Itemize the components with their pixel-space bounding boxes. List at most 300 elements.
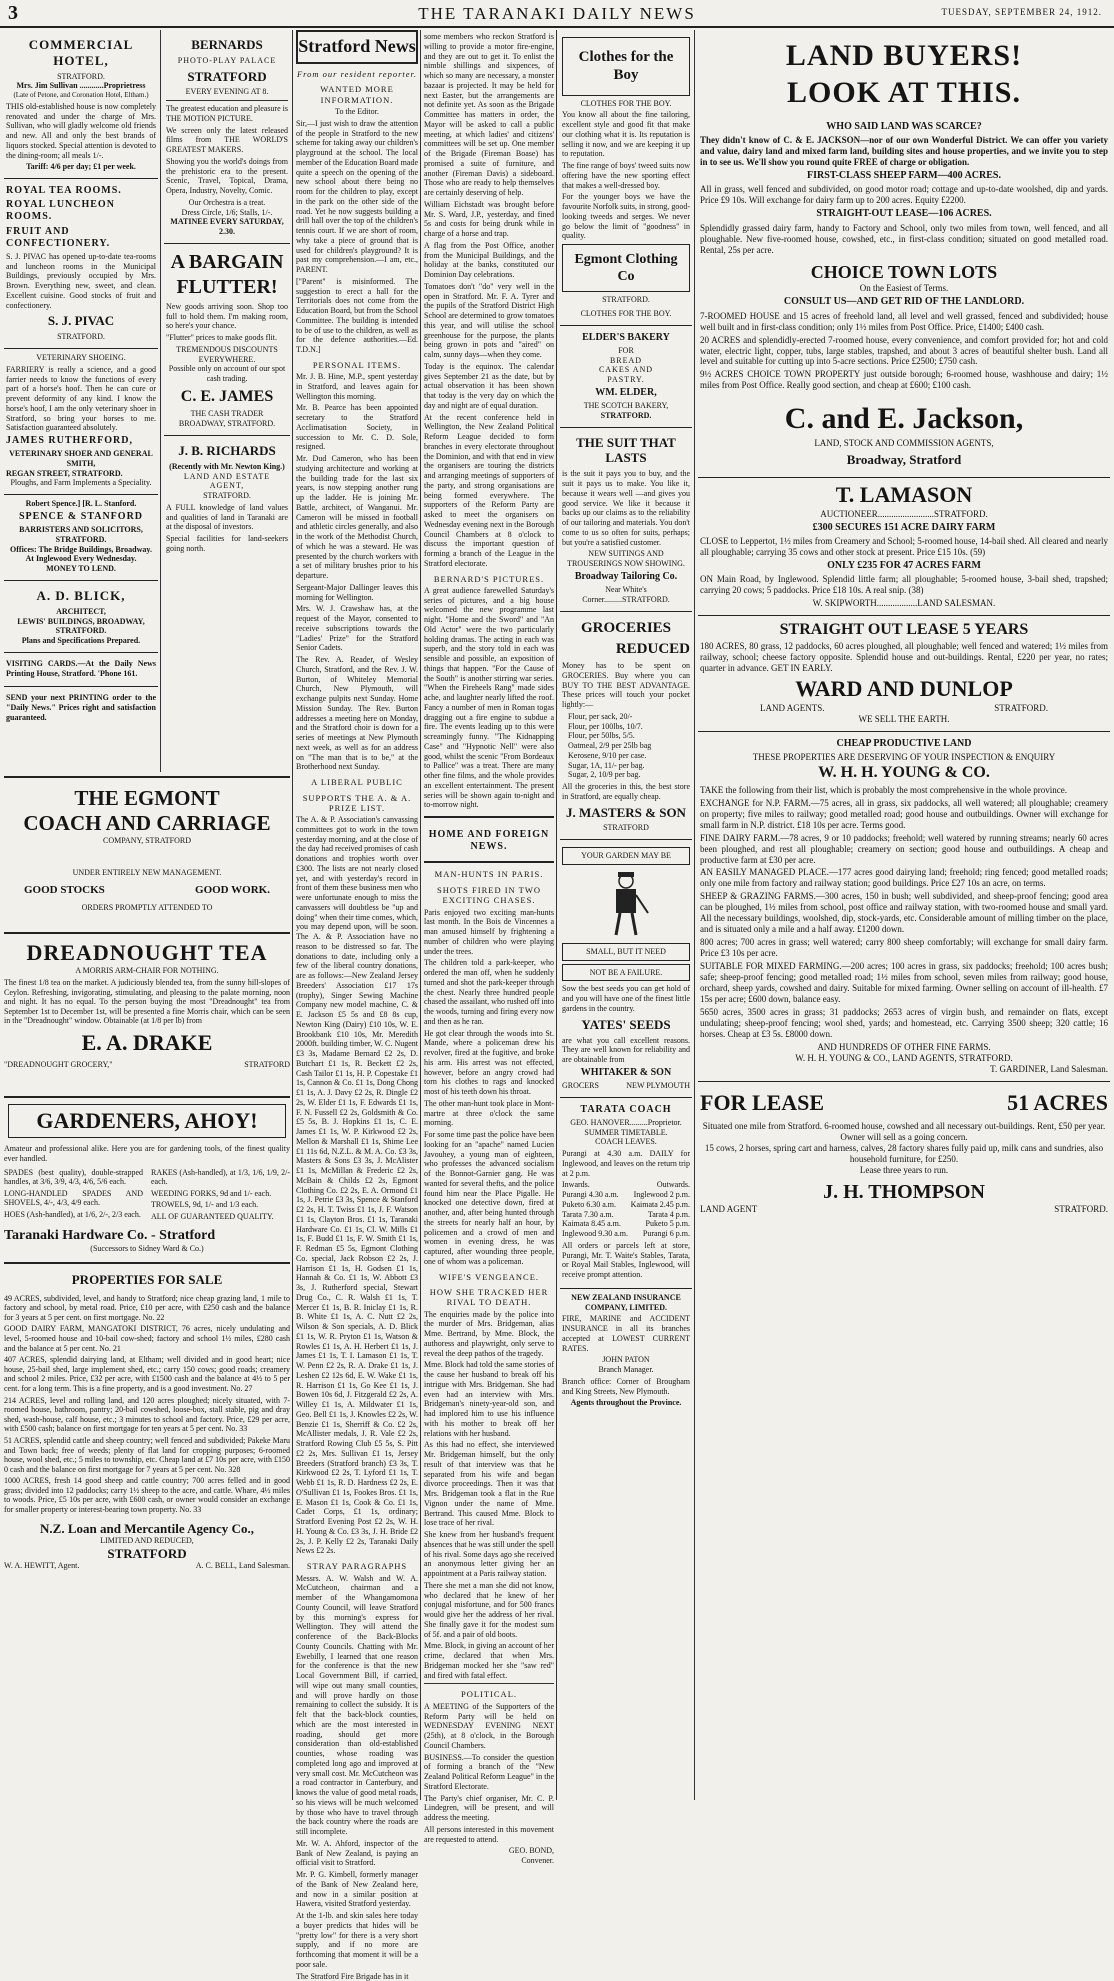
story-subheading: SHOTS FIRED IN TWO EXCITING CHASES. <box>436 884 542 906</box>
ad-heading: LAND BUYERS! <box>785 39 1023 72</box>
ad-town: STRATFORD <box>187 68 267 84</box>
ad-heading: A. D. BLICK, <box>36 587 126 603</box>
list-item: Sugar, 1A, 11/- per bag. <box>568 760 645 770</box>
ad-note: (Late of Petone, and Coronation Hotel, Eltham.) <box>13 91 149 100</box>
story-paragraph: She knew from her husband's frequent absences that he was still under the spell of his rival. Some days ago she received an anonymous letter giving her an appointment at a Paris railway station. <box>424 1530 554 1579</box>
ad-note: ORDERS PROMPTLY ATTENDED TO <box>81 902 213 912</box>
ad-body: is the suit it pays you to buy, and the suit it pays us to make. You like it, because it wears well —and gives you good service. We like it because it backs up our claims as to the reliability of our tailoring and materials. You don't come to us so often for suits, perhaps; but you're a satisfied customer. <box>562 469 690 547</box>
column-6 <box>698 30 1110 1800</box>
ad-line: ROYAL TEA ROOMS. <box>6 185 122 196</box>
ad-note: (Successors to Sidney Ward & Co.) <box>90 1244 204 1254</box>
ad-heading: TARATA COACH <box>580 1103 672 1115</box>
ad-heading: S. J. PIVAC <box>47 313 115 329</box>
ad-town: STRATFORD <box>603 823 649 833</box>
story-paragraph: Today is the equinox. The calendar gives September 21 as the date, but by actual observation it has been shown that today is the very day on which the day and night are of equal duration. <box>424 361 554 410</box>
listing-body: AN EASILY MANAGED PLACE.—177 acres good dairying land; freehold; ring fenced; good metalled roads; only one mile from factory and railway station; good buildings. Price £27 10s an acre, on terms. <box>700 867 1108 889</box>
ad-body: FARRIERY is really a science, and a good farrier needs to know the functions of every part of a horse's hoof. Then he can cure or prevent deformity of any kind. I know the horse's hoof, I am the only veterinary shoer in Stratford, so bring your horses to me. Satisfaction guaranteed absolutely. <box>6 364 156 433</box>
ad-heading: 51 ACRES <box>1007 1089 1108 1115</box>
story-paragraph: At the 1-lb. and skin sales here today a buyer predicts that hides will be "pretty low" for there is a very short supply, and if no more are forthcoming that moment it will be a poor sale. <box>296 1911 418 1969</box>
ad-prices: Dress Circle, 1/6; Stalls, 1/-. <box>181 207 273 217</box>
list-item: Sugar, 2, 10/9 per bag. <box>568 770 641 780</box>
section-title: Stratford News <box>296 30 418 64</box>
ad-name: C. and E. Jackson, <box>784 402 1024 436</box>
ad-body: The finest 1/8 tea on the market. A judiciously blended tea, from the sunny hill-slopes of Ceylon. Refreshing, invigorating, stimulating, and pleasing to the palate morning, noon and night. It has no equal. To the person buying the most "Dreadnought" tea from September 1st to December 1st, will be presented a fine Morris chair, which can be seen in the "Dreadnought" window. Obtainable (at 1/8 per lb) from <box>4 977 290 1026</box>
ad-town: STRATFORD. <box>600 410 652 420</box>
story-paragraph: The other man-hunt took place in Mont-martre at three o'clock the same morning. <box>424 1098 554 1128</box>
ad-role: THE CASH TRADER <box>190 409 264 419</box>
ad-body: Owner will sell as a going concern. <box>840 1131 968 1142</box>
list-item: LONG-HANDLED SPADES AND SHOVELS, 4/-, 4/3, 4/9 each. <box>4 1188 143 1208</box>
ad-town: STRATFORD. <box>203 491 251 501</box>
story-paragraph: Mr. W. A. Ahford, inspector of the Bank of New Zealand, is paying an official visit to Stratford. <box>296 1838 418 1868</box>
ad-role: BARRISTERS AND SOLICITORS, STRATFORD. <box>19 525 143 544</box>
ad-slogan: WE SELL THE EARTH. <box>858 714 950 725</box>
story-paragraph: Sergeant-Major Dallinger leaves this morning for Wellington. <box>296 582 418 602</box>
story-heading: MAN-HUNTS IN PARIS. <box>434 869 544 880</box>
ad-line: SMALL, BUT IT NEED <box>562 943 690 961</box>
ad-body: Sow the best seeds you can get hold of and you will have one of the finest little gardens in the country. <box>562 984 690 1013</box>
ad-subheading: COACH LEAVES. <box>595 1137 657 1147</box>
timetable-row <box>562 1190 690 1200</box>
ad-name: JOHN PATON <box>602 1355 650 1365</box>
yates-seeds-ad <box>560 840 692 1098</box>
ad-body: New goods arriving soon. Shop too full to hold them. I'm making room, so here's your chance. <box>166 301 288 331</box>
ad-body: 15 cows, 2 horses, spring cart and harness, calves, 28 factory shares fully paid up, milk cans and sundries, also household furniture, for £250. <box>704 1142 1104 1164</box>
cell: Kaimata 8.45 a.m. <box>562 1219 621 1229</box>
story-paragraph: A flag from the Post Office, another from the Municipal Buildings, and the holiday at the banks, constituted our Dominion Day celebrations. <box>424 240 554 279</box>
ad-town: STRATFORD. <box>57 71 105 81</box>
cell: Purangi 6 p.m. <box>642 1229 690 1239</box>
column-rule <box>160 30 161 772</box>
cell: Inglewood 2 p.m. <box>633 1190 690 1200</box>
story-heading: BERNARD'S PICTURES. <box>433 573 545 584</box>
listing-heading: FIRST-CLASS SHEEP FARM—400 ACRES. <box>807 170 1001 182</box>
egmont-coach-details <box>4 868 290 930</box>
ad-heading: STRAIGHT OUT LEASE 5 YEARS <box>779 620 1029 638</box>
ad-role: VETERINARY SHOER AND GENERAL SMITH, <box>9 449 153 468</box>
story-paragraph: BUSINESS.—To consider the question of forming a branch of the "New Zealand Political Reform League" in the Stratford Electorate. <box>424 1752 554 1791</box>
ad-heading: NEW ZEALAND INSURANCE COMPANY, LIMITED. <box>571 1292 681 1312</box>
ad-heading: REDUCED <box>615 640 690 657</box>
story-heading: POLITICAL. <box>460 1689 518 1700</box>
tarata-coach-ad <box>560 1098 692 1289</box>
story-subheading: SUPPORTS THE A. & A. PRIZE LIST. <box>302 792 412 813</box>
ad-partners: Robert Spence.] [R. L. Stanford. <box>25 499 137 509</box>
ad-body: Amateur and professional alike. Here you are for gardening tools, of the finest quality ever handled. <box>4 1144 290 1163</box>
column-rule <box>694 30 695 1800</box>
ad-heading: CHOICE TOWN LOTS <box>810 261 998 282</box>
ad-heading: ELDER'S BAKERY <box>582 331 670 343</box>
ad-name: JAMES RUTHERFORD, <box>6 435 134 447</box>
story-paragraph: Mrs. W. J. Crawshaw has, at the request of the Mayor, consented to receive subscriptions towards the "Ladies' Prize" for the Stratford Senior Cadets. <box>296 604 418 653</box>
listing-body: ON Main Road, by Inglewood. Splendid little farm; all ploughable; 5-roomed house, 3-bail shed, trapshed; carrying 20 cows; 5 paddocks. Price £18 10s. A real snip. (38) <box>700 573 1108 595</box>
list-item: HOES (Ash-handled), at 1/6, 2/-, 2/3 each. <box>4 1209 141 1219</box>
cell: Inglewood 9.30 a.m. <box>562 1229 628 1239</box>
listing-body: 7-ROOMED HOUSE and 15 acres of freehold land, all level and well grassed, fenced and subdivided; house well built and in first-class condition; only 1½ miles from Post Office. Price, £1400; £400 cash. <box>700 310 1108 332</box>
gardener-illustration-icon <box>596 869 656 939</box>
listing-body: 800 acres; 700 acres in grass; well watered; carry 800 sheep comfortably; will exchange for small dairy farm. Price £3 10s per acre. <box>700 937 1108 959</box>
ad-lists <box>4 1166 290 1224</box>
story-paragraph: As this had no effect, she interviewed Mr. Bridgeman himself, but the only result of that interview was that he separated from his wife and began divorce proceedings. Then it was that Mrs. Bridgeman took a flat in the Rue Vignon under the name of Mme. Bertrand. This caused Mme. Block to lose trace of her rival. <box>424 1440 554 1528</box>
properties-for-sale-ad <box>4 1262 290 1802</box>
ad-body: For the younger boys we have the favourite Norfolk suits, in strong, good-looking tweeds and serges. We never go below the limit of "goodness" in quality. <box>562 192 690 241</box>
ad-body: All orders or parcels left at store, Purangi, Mr. T. Waite's Stables, Tarata, or Royal Mail Stables, Inglewood, will receive prompt attention. <box>562 1240 690 1280</box>
ad-town: NEW PLYMOUTH <box>626 1081 690 1091</box>
printing-ad <box>4 687 158 730</box>
list-item: 214 ACRES, level and rolling land, and 120 acres ploughed; nicely situated, with 7-roomed house, bathroom, pantry; 20-bail cowshed, loose-box, stall stable, pig and dray shed, wash-house, calf house, etc.; 3 minutes to school and factory. Price, £29 per acre, with £500 cash; balance on first mortgage for ten years at 5 per cent. No. 33 <box>4 1395 290 1434</box>
ad-heading: GARDENERS, AHOY! <box>8 1104 286 1138</box>
ad-note: UNDER ENTIRELY NEW MANAGEMENT. <box>72 868 222 877</box>
signature: GEO. BOND, <box>508 1846 554 1856</box>
ad-name: C. E. JAMES <box>180 387 274 405</box>
timetable-col: Outwards. <box>656 1180 690 1190</box>
ad-subheading: THESE PROPERTIES ARE DESERVING OF YOUR INSPECTION & ENQUIRY <box>752 752 1056 763</box>
ad-shop: "DREADNOUGHT GROCERY," <box>4 1060 113 1070</box>
story-paragraph: The enquiries made by the police into the murder of Mrs. Bridgeman, alias Mme. Bertrand, by Mme. Block, the authoress and playwright, only serve to reveal the deep pathos of the tragedy. <box>424 1309 554 1358</box>
story-paragraph: The Stratford Fire Brigade has in it <box>296 1971 409 1981</box>
column-3 <box>296 30 418 1981</box>
ad-line: FOR <box>618 345 634 355</box>
list-item: 51 ACRES, splendid cattle and sheep country; well fenced and subdivided; Pakeke Maru and Town back; free of weeds; plenty of flat land for cropping purposes; 6-roomed house, wool shed, etc.; 5 miles to township, etc. Cheap land at £7 10s per acre, with £150 0 cash and the balance on first mortgage for 7 years at 5 per cent. No. 328 <box>4 1435 290 1474</box>
column-1 <box>4 30 158 772</box>
ad-name: W. H. H. YOUNG & CO. <box>818 764 990 782</box>
ad-address: Near White's Corner.........STRATFORD. <box>582 585 670 604</box>
ad-line: PASTRY. <box>607 375 645 385</box>
ad-name: Egmont Clothing Co <box>562 244 690 292</box>
story-paragraph: He got clear through the woods into St. Mande, where a policeman drew his revolver, fired at the fugitive, and broke his arm. His arrest was not effected, however, before an angry crowd had torn his clothes to rags and knocked most of his teeth down his throat. <box>424 1028 554 1097</box>
story-paragraph: There she met a man she did not know, who declared that he knew of her conjugal misfortune, and for 500 francs would give her the address of her rival. She finally gave it for the modest sum of 5f. and a pair of old boots. <box>424 1580 554 1639</box>
timetable-col: Inwards. <box>562 1180 590 1190</box>
ad-heading: VETERINARY SHOEING. <box>36 353 126 363</box>
story-paragraph: Mme. Block had told the same stories of the cause her husband to break off his intrigue with Mrs. Bridgeman. She had even had an interview with Mrs. Bridgeman's ninety-year-old son, and had implored him to use his influence with his mother to break off her relations with her husband. <box>424 1360 554 1438</box>
ad-line: CAKES AND <box>598 365 654 375</box>
rule <box>166 100 288 101</box>
ad-subheading: On the Easiest of Terms. <box>859 283 949 294</box>
story-paragraph: The children told a park-keeper, who ordered the man off, when he suddenly turned and shot the park-keeper through the chest. Nearly three hundred people chased the assailant, who rushed off into the woods, turning and firing every now and then as he ran. <box>424 958 554 1026</box>
listing-body: 20 ACRES and splendidly-erected 7-roomed house, every convenience, and comfort provided for; hot and cold water, electric light, copper, tubs, large stables, trapshed, and about 3 acres of beautiful shelter bush. Land all level and suitable for cutting up into 5-acre sections. Price £2500; £750 cash. <box>700 334 1108 367</box>
ad-body: THIS old-established house is now completely renovated and under the charge of Mrs. Sullivan, who will gladly welcome old friends and new. All and only the best brands of liquors stocked. Special attention is devoted to the dining-room; all meals 1/-. <box>6 101 156 160</box>
ad-heading: THE SUIT THAT LASTS <box>576 434 676 466</box>
visiting-cards-ad <box>4 653 158 688</box>
ad-salesman: A. C. BELL, Land Salesman. <box>195 1561 290 1571</box>
ad-address: BROADWAY, STRATFORD. <box>178 419 276 429</box>
egmont-coach-ad <box>4 776 290 870</box>
listing-body: Splendidly grassed dairy farm, handy to Factory and School, only two miles from town, well fenced, and all ploughable. New five-roomed house, cowshed, etc., in first-class condition; situated on good metalled road. Rental, 25s per acre. <box>700 222 1108 255</box>
ad-name: WM. ELDER, <box>595 386 657 398</box>
thompson-lease-ad <box>698 1082 1110 1221</box>
newspaper-title: THE TARANAKI DAILY NEWS <box>418 4 696 23</box>
ad-body: VISITING CARDS.—At the Daily News Printing House, Stratford. 'Phone 161. <box>6 658 156 678</box>
ad-town: STRATFORD. <box>57 332 105 342</box>
story-paragraph: The Rev. A. Reader, of Wesley Church, Stratford, and the Rev. J. W. Burton, of Whiteley Memorial Church, New Plymouth, will exchange pulpits next Sunday. Home Mission Sunday. The Rev. Burton addresses a meeting here on Monday, and the Stratford choir is down for a series of meetings at New Plymouth next week, as well as for an address on "The man that is to be," at the Brotherhood next Sunday. <box>296 655 418 772</box>
ad-heading: Clothes for the Boy <box>562 37 690 96</box>
ad-line: NOT BE A FAILURE. <box>562 964 690 982</box>
story-paragraph: Mme. Block, in giving an account of her crime, declared that when Mrs. Bridgeman mocked her she "saw red" and fired with fatal effect. <box>424 1641 554 1680</box>
ad-heading: FLUTTER! <box>176 275 278 298</box>
ad-note: Agents throughout the Province. <box>570 1398 682 1408</box>
ad-name: WARD AND DUNLOP <box>795 676 1013 702</box>
ad-address: REGAN STREET, STRATFORD. <box>6 468 123 478</box>
ad-town: STRATFORD <box>244 1060 290 1070</box>
ad-body: Possible only on account of our spot cash trading. <box>168 364 286 384</box>
byline: From our resident reporter. <box>296 68 418 79</box>
dreadnought-tea-ad <box>4 932 290 1094</box>
ad-body: Lease three years to run. <box>859 1164 949 1175</box>
ad-note: LIMITED AND REDUCED, <box>100 1536 194 1546</box>
ad-note: CONSULT US—AND GET RID OF THE LANDLORD. <box>783 296 1025 308</box>
story-paragraph: At the recent conference held in Wellington, the New Zealand Political Reform League decided to form branches in every electorate throughout the Dominion, and with that end in view the organisers are touring the districts and arranging meetings of supporters of the party, and strong organisations are being formed everywhere. The supporters of the Reform Party are asked to meet the organisers on Wednesday evening next in the Borough Council Chambers at 8 o'clock to discuss the important question of forming a branch of the League in the Stratford electorate. <box>424 412 554 568</box>
ad-row <box>4 1060 290 1070</box>
ad-line: BREAD <box>609 355 643 365</box>
timetable-row <box>562 1219 690 1229</box>
ad-heading: GROCERIES <box>580 619 672 636</box>
ad-row <box>562 1081 690 1091</box>
cell: Kaimata 2.45 p.m. <box>630 1199 690 1209</box>
story-paragraph: To the Editor. <box>335 107 379 117</box>
ad-role: GROCERS <box>562 1081 599 1091</box>
ad-note: Plans and Specifications Prepared. <box>21 636 141 646</box>
ad-proprietor: Mrs. Jim Sullivan ............Proprietress <box>16 81 146 91</box>
ad-heading: DREADNOUGHT TEA <box>26 940 268 965</box>
ad-note: MATINEE EVERY SATURDAY, 2.30. <box>170 217 284 237</box>
ad-question: WHO SAID LAND WAS SCARCE? <box>826 121 982 133</box>
ad-heading: BERNARDS <box>191 37 263 52</box>
james-ad <box>164 244 290 436</box>
ad-body: SEND your next PRINTING order to the "Daily News." Prices right and satisfaction guaranteed. <box>6 693 156 722</box>
ad-heading-row <box>700 1090 1108 1117</box>
listing-body: SHEEP & GRAZING FARMS.—300 acres, 150 in bush; well subdivided, and sheep-proof fencing; good area can be ploughed, 1½ miles from school, post office and railway station, with two-roomed house and small yard. All the necessary buildings, woolshed, dip, stock-yards, etc. Considerable amount of milling timber on the place, and is situated only a mile and a half away. £1200 down. <box>700 891 1108 935</box>
ad-role: AUCTIONEER.........................STRATFORD. <box>820 508 988 519</box>
ad-name: T. LAMASON <box>835 481 973 507</box>
ad-agent: W. A. HEWITT, Agent. <box>4 1561 80 1571</box>
story-paragraph: The A. & P. Association's canvassing committees got to work in the town yesterday morning, and at the close of the day had received promises of cash donations and trophies worth over £300. The lists are not nearly closed yet, and with yesterday's record in front of them these business men who were unfortunate enough to miss the canvassers will doubtless be "up and doing" when their time comes, which, you may depend upon, will be soon. The A. & P. Association have no reason to be distressed so far. The donations to date, including only a few of the liberal country donations, are as follows:—New Zealand Jersey Breeders' Association £17 17s (trophy), Singer Sewing Machine Company new model machine, C. & E. Jackson £5 5s and £8 8s cup, Newton King (Dairy) £10 10s, W. E. Brookbank £10 10s, Mr. Meredith 2000ft. building timber, W. C. Nugent £3 3s, Madame Bernard £2 2s, D. Butchart £1 1s, R. Beckett £2 2s, Cash Tailor £1 1s, H. P. Copestake £1 1s, Cannon & Co. £1 1s, Dong Chong £1 1s, A. J. Davy £2 2s, R. Dingle £2 2s, W. Elder £1 1s, F. Edwards £1 1s, F. N. Fussell £2 2s, Goldsmith & Co. £5 5s, B. J. Hopkins £1 1s, C. E. James £1 1s, W. P. Kirkwood £2 2s, Mellon & Marshall £1 1s, Shime Lee £1 11s 6d, N.Z.L. & M. A. Co. £3 3s, Masters & Sons £3 3s, J. McAlister £1 1s, McMillan & Frederic £2 2s, McBain & Childs £2 2s, Egmont Clothing Co. £2 2s, E. A. Ormond £1 1s, J. Petrie £3 3s, Spence & Stanford £2 2s, H. T. Twiss £1 1s, J. F. Watson £1 1s, Clayton Bros. £1 1s, Taranaki Hardware Co. £1 1s, Cl. W. Mills £1 1s, F. Budd £1 1s, F. W. Smith £1 1s, F. Redman £5 5s, Egmont Clothing Co. special, Jack Robson £2 2s, J. Harrison £1 1s, H. Godsen £1 1s, Hannah & Co. £1 1s, W. Abbott £3 3s, J. Rutherford special, Stewart Drug Co., C. R. Walsh £1 1s, T. Mercer £1 1s, B. R. Iniclay £1 1s, R. B. White £1 1s, A. C. Nutt £2 2s, Wilson & Son specials, A. D. Blick £1 1s, W. R. Pryton £1 1s, Watson & Rowles £1 1s, A. H. Herbert £1 1s, J. James £1 1s, T. I. Lamason £1 1s, T. W. Penn £2 2s, R. A. Drake £1 1s, J. Leshen £2 12s 6d, E. W. Wake £1 1s, R. Harrison £1 1s, Go Kee £1 1s, J. Bowen 10s 6d, J. Fitzgerald £2 2s, A. Willey £1 1s, A. Mildwater £1 1s, Geo. Bell £1 1s, J. Knowles £2 2s, W. Benzie £1 1s, Sherriff & Co. £2 2s, McAllister medals, J. R. Vale £2 2s, Stratford Rowing Club £5 5s, S. Pitt £2 2s, Mrs. Sullivan £1 1s, Jersey Breeders (Stratford branch) £3 3s, T. Kirkwood £2 2s, T. Lyford £1 1s, T. Webb £1 1s, R. D. Hardness £2 2s, E. O'Sullivan £1 1s, Fookes Bros. £1 1s, E. Mason £1 1s, Cook & Co. £1 1s, Cadet Corps, £1 1s, ordinary; Stratford Evening Post £2 2s, W. H. H. Young & Co. £3 3s, J. H. Bride £2 2s, J. P. Kelly £2 2s, Taranaki Daily News £2 2s. <box>296 815 418 1556</box>
list-right <box>151 1166 290 1224</box>
ad-proprietor: GEO. HANOVER.........Proprietor. <box>570 1117 682 1127</box>
list-item: ALL OF GUARANTEED QUALITY. <box>151 1211 274 1221</box>
ad-body: You know all about the fine tailoring, excellent style and good fit that make our clothing what it is. Its reputation is selling it now, and we are keeping it up to reputation. <box>562 110 690 159</box>
story-paragraph: ["Parent" is misinformed. The suggestion to erect a hall for the Territorials does not come from the Education Board, but from the School Committee. The building is intended to be of use to the children, as well as for the defence authorities.—Ed. T.D.N.] <box>296 276 418 355</box>
ad-heading: A BARGAIN <box>170 250 284 273</box>
ad-body: Our Orchestra is a treat. <box>188 197 266 207</box>
column-rule <box>292 30 293 1800</box>
ad-body: The fine range of boys' tweed suits now offering have the new sporting effect that makes a well-dressed boy. <box>562 161 690 190</box>
ad-name: WHITAKER & SON <box>580 1066 672 1078</box>
column-rule <box>556 30 557 1800</box>
ad-body: S. J. PIVAC has opened up-to-date tea-rooms and luncheon rooms in the Municipal Buildings, previously occupied by Mrs. Brown. Everything new, sweet, and clean. Excellent cuisine. Good stocks of fruit and confectionery. <box>6 251 156 310</box>
broadway-tailoring-ad <box>560 428 692 612</box>
story-paragraph: Messrs. A. W. Walsh and W. A. McCutcheon, chairman and a member of the Whangamomona County Council, will leave Stratford by this morning's express for Wellington. They will attend the conference of the Back-Blocks County Councils. Chatting with Mr. Ewebilly, I learned that one reason for the conference is that the new Local Government Bill, if carried, will wipe out many small counties, and will prove hardly on those remaining to collect the subsidy. It is felt that the back-block counties, which are the most interested in roading, should get more consideration than old-established counties, whose roading was completed long ago and improved at very small cost. Mr. McCutcheon was a road contractor in Canterbury, and knows the value of good metal roads, so his views will be much welcomed by those who have to travel through the back country where the roads are still incomplete. <box>296 1573 418 1837</box>
cell: Tarata 4 p.m. <box>647 1209 690 1219</box>
ad-agents: W. H. H. YOUNG & CO., LAND AGENTS, STRATFORD. <box>795 1052 1013 1063</box>
blick-ad <box>4 581 158 653</box>
ad-salesman: T. GARDINER, Land Salesman. <box>990 1063 1108 1074</box>
listing-body: SUITABLE FOR MIXED FARMING.—200 acres; 100 acres in grass, six paddocks; freehold; 100 acres bush; safe; sheep-proof fencing; good metalled road; 1½ miles from school, seven miles from railway; good house, orchard, sheep yards, cowshed and dairy. Suitable for mixed farming. Owner selling on account of ill-health. £7 15s per acre; £600 down, balance easy. <box>700 961 1108 1005</box>
lamason-ad <box>698 478 1110 616</box>
listing-body: FINE DAIRY FARM.—78 acres, 9 or 10 paddocks; freehold; well watered by running streams; nearly 60 acres been ploughed, and rest all ploughable; creamery on section; good house and outbuildings. A cheap and productive farm at £30 per acre. <box>700 832 1108 865</box>
bernards-ad <box>164 30 290 244</box>
ad-role: LAND AGENT <box>700 1203 758 1214</box>
ad-line: YOUR GARDEN MAY BE <box>562 847 690 865</box>
listing-body: TAKE the following from their list, which is probably the most comprehensive in the whole province. <box>700 784 1067 795</box>
listing-heading: £300 SECURES 151 ACRE DAIRY FARM <box>812 521 996 533</box>
story-paragraph: For some time past the police have been looking for an "apache" named Lucien Javouhey, a young man of eighteen, who professes the advanced socialism of the Bonnot-Garnier gang. He was wanted for several thefts, and the police found him near the Place Pigalle. He knocked one detective down, fired at another, and, after being hunted through the streets for nearly half an hour, by policemen and a crowd of men and women in evening dress, he was captured, after wounding three people, one of whom was a policeman. <box>424 1130 554 1266</box>
page-number: 3 <box>8 2 18 24</box>
cell: Tarata 7.30 a.m. <box>562 1209 614 1219</box>
cell: Purangi 4.30 a.m. <box>562 1190 619 1200</box>
ad-company: COMPANY, STRATFORD <box>102 836 192 846</box>
timetable-header <box>562 1180 690 1190</box>
column-rule <box>420 30 421 1800</box>
ad-heading: YATES' SEEDS <box>581 1016 671 1032</box>
ad-offices: Offices: The Bridge Buildings, Broadway. <box>10 544 152 554</box>
ad-name: Taranaki Hardware Co. - Stratford <box>4 1227 216 1243</box>
list-item: Kerosene, 9/10 per case. <box>568 750 647 760</box>
ad-heading: LOOK AT THIS. <box>787 75 1021 109</box>
ad-heading: PROPERTIES FOR SALE <box>71 1272 223 1287</box>
story-paragraph: some members who reckon Stratford is willing to provide a motor fire-engine, and they are out to get it. To enlist the nimble shillings and sixpences, of which so many are necessary, a monster bazaar is projected. It may be held for next Easter, but the arrangements are not definite yet. As soon as the Brigade Committee has matters in order, the Mayor will be asked to call a public meeting, at which ladies' and citizens' committees will be set up. One member of the Brigade (Fireman Boase) has promised a suite of furniture, and another (Fireman Davis) a sideboard. Those who are ready to help themselves are certainly deserving of help. <box>424 32 554 197</box>
farrier-ad <box>4 349 158 495</box>
ad-body: Money has to be spent on GROCERIES. Buy where you can BUY TO THE BEST ADVANTAGE. These prices will touch your pocket lightly:— <box>562 661 690 710</box>
story-paragraph: Sir,—I just wish to draw the attention of the people in Stratford to the new scheme for taking away our children's playground at the school. The local member of the Education Board made quite a speech on the opening of the new school about there being no room for the children to play, except in the park on the other side of the road. Yet he now suggests building a drill hall over the top of the children's tennis court. If we are short of room, why take a piece of ground that is used for children's playground? It is past my comprehension.—I am, etc., PARENT. <box>296 118 418 275</box>
list-item: 407 ACRES, splendid dairying land, at Eltham; well divided and in good heart; nice house, 25-bail shed, large implement shed, etc.; carry 150 cows; good roads; creamery and school 2 miles. Price, £32 per acre, with £1500 cash and the balance at 4½ to 5 per cent. for a long term. This is a fine property, and is a good investment. No. 27 <box>4 1355 290 1393</box>
ad-subheading: A MORRIS ARM-CHAIR FOR NOTHING. <box>75 966 219 976</box>
ad-note: MONEY TO LEND. <box>46 564 116 574</box>
timetable-row <box>562 1210 690 1220</box>
ad-role: LAND AND ESTATE AGENT, <box>183 471 271 491</box>
ad-body: 180 ACRES, 80 grass, 12 paddocks, 60 acres ploughed, all ploughable; well fenced and watered; 1½ miles from railway, school; cheese factory opposite. Splendid house and out-buildings. Rental, £220 per year, no rates; quarter in advance. GET IN EARLY. <box>700 641 1108 674</box>
listing-body: 5650 acres, 3500 acres in grass; 31 paddocks; 2653 acres of virgin bush, and remainder on flats, except undulating; sheep-proof fencing; wool shed, yards; and homestead, etc. Carrying 3500 sheep; 320 cattle; 16 horses. Cheap at £3 5s. £8000 down. <box>700 1007 1108 1040</box>
ad-heading: FOR LEASE <box>700 1089 825 1115</box>
story-subheading: HOW SHE TRACKED HER RIVAL TO DEATH. <box>429 1286 549 1308</box>
gardeners-ad <box>4 1096 290 1260</box>
story-heading: WIFE'S VENGEANCE. <box>438 1271 540 1282</box>
column-2 <box>164 30 290 772</box>
ad-heading: SPENCE & STANFORD <box>18 510 144 522</box>
list-item: 1000 ACRES, fresh 14 good sheep and cattle country; 700 acres felled and in good grass; divided into 12 paddocks; carry 1½ sheep to the acre, and cattle. Whare, 4½ miles to woods. Price, £5 10s per acre, with £600 cash, or owner would consider an exchange for smaller property or interest-bearing town property. No. 33 <box>4 1476 290 1515</box>
story-paragraph: Mr. Dud Cameron, who has been studying architecture and working at the building trade for the last six years, is now stepping another rung up the ladder. He is joining Mr. Battle, architect, of Wanganui. Mr. Cameron will be missed in football and athletic circles generally, and also in the work of the Methodist Church, of which he was a steward. He was presented by the church workers with a set of military brushes prior to his departure. <box>296 454 418 581</box>
ad-agent: W. SKIPWORTH..................LAND SALESMAN. <box>812 597 996 608</box>
pivac-ad <box>4 179 158 349</box>
list-item: Flour, per sack, 20/- <box>568 711 633 721</box>
young-co-ad <box>698 732 1110 1082</box>
ad-body: Purangi at 4.30 a.m. DAILY for Inglewood, and leaves on the return trip at 2 p.m. <box>562 1149 690 1178</box>
ad-name: J. MASTERS & SON <box>566 804 686 820</box>
ad-body: "Flutter" prices to make goods flit. <box>166 333 277 343</box>
ad-name: N.Z. Loan and Mercantile Agency Co., <box>40 1520 254 1536</box>
ad-subheading: CLOTHES FOR THE BOY. <box>580 98 672 108</box>
story-paragraph: A MEETING of the Supporters of the Reform Party will be held on WEDNESDAY EVENING NEXT (25th), at 8 o'clock, in the Borough Council Chambers. <box>424 1701 554 1750</box>
ad-note: (Recently with Mr. Newton King.) <box>169 461 285 471</box>
ad-line: FRUIT AND CONFECTIONERY. <box>6 225 111 249</box>
signature-role: Convener. <box>521 1856 554 1865</box>
ad-role: ARCHITECT, <box>56 606 106 616</box>
ad-role: THE SCOTCH BAKERY, <box>583 401 669 411</box>
cell: Puketo 6.30 a.m. <box>562 1199 616 1209</box>
ad-address: LEWIS' BUILDINGS, BROADWAY, STRATFORD. <box>17 616 145 636</box>
nz-insurance-ad <box>560 1289 692 1414</box>
ad-name: J. H. THOMPSON <box>823 1180 985 1203</box>
story-heading: A LIBERAL PUBLIC <box>311 777 403 788</box>
timetable-row <box>562 1229 690 1239</box>
list-item: Oatmeal, 2/9 per 25lb bag <box>568 741 652 751</box>
masthead <box>0 0 1114 28</box>
list-item: GOOD DAIRY FARM, MANGATOKI DISTRICT, 76 acres, nicely undulating and level, 5-roomed house and 10-bail cow-shed; factory and school 1½ miles, £280 cash and the balance at 5 per cent. No. 21 <box>4 1324 290 1353</box>
story-paragraph: Mr. J. B. Hine, M.P., spent yesterday in Stratford, and leaves again for Wellington this morning. <box>296 372 418 401</box>
ad-body: Showing you the world's doings from the prehistoric era to the present. Scenic, Travel, Topical, Drama, Opera, Industry, Novelty, Comic. <box>166 156 288 196</box>
richards-ad <box>164 436 290 562</box>
story-paragraph: A great audience farewelled Saturday's series of pictures, and a big house welcomed the new programme last night. "Home and the Sword" and "An Old Actor" were the two particularly holding dramas. The acting in each was superb, and the story told in each was sensible and possible, an exposition of things that happen. "For the Cause of the South" is another stirring war series. "When the Fireheels Rang" made sides ache, and laughter nearly lifted the roof. Fancy a number of men in Roman togas dragging out a fire engine to subdue a fire. The events leading up to this were screamingly funny. "The Kidnapping Case" and "Hypnotic Nell" were also good, whilst the scenic "From Bordeaux to Pallice" was a treat. There are many other fine films, and the whole provides an excellent entertainment. The present series will be shown again to-night and to-morrow night. <box>424 585 554 810</box>
story-paragraph: William Eichstadt was brought before Mr. S. Ward, J.P., yesterday, and fined 5s and costs for being drunk while in charge of a horse and trap. <box>424 199 554 238</box>
ad-role: Branch Manager. <box>598 1365 654 1375</box>
ad-role: LAND AGENTS. <box>760 703 825 714</box>
ad-heading: CHEAP PRODUCTIVE LAND <box>836 738 972 750</box>
listing-body: AND HUNDREDS OF OTHER FINE FARMS. <box>817 1042 991 1052</box>
spence-stanford-ad <box>4 495 158 581</box>
ad-body: Special facilities for land-seekers going north. <box>166 534 288 553</box>
list-item: WEEDING FORKS, 9d and 1/- each. <box>151 1188 272 1198</box>
ad-note: At Inglewood Every Wednesday. <box>25 554 137 564</box>
list-item: RAKES (Ash-handled), at 1/3, 1/6, 1/9, 2/- each. <box>151 1167 290 1187</box>
ad-body: FIRE, MARINE and ACCIDENT INSURANCE in all its branches accepted at LOWEST CURRENT RATES. <box>562 1314 690 1353</box>
list-item: SPADES (best quality), double-strapped handles, at 3/6, 3/9, 4/3, 4/6, 5/6 each. <box>4 1167 143 1187</box>
listing-heading: STRAIGHT-OUT LEASE—106 ACRES. <box>816 208 992 220</box>
ad-subheading: SUMMER TIMETABLE. <box>584 1127 668 1137</box>
ad-tariff: Tariff: 4/6 per day; £1 per week. <box>26 162 136 172</box>
story-heading: WANTED MORE INFORMATION. <box>320 84 394 105</box>
column-5 <box>560 30 692 1800</box>
ad-town: STRATFORD. <box>602 295 650 305</box>
story-heading: STRAY PARAGRAPHS <box>306 1561 408 1572</box>
ad-note: Ploughs, and Farm Implements a Speciality. <box>10 478 152 488</box>
ad-row <box>700 703 1108 714</box>
ad-address: Branch office: Corner of Brougham and King Streets, New Plymouth. <box>562 1376 690 1396</box>
ad-role: LAND, STOCK AND COMMISSION AGENTS, <box>814 437 994 448</box>
ad-line: ROYAL LUNCHEON ROOMS. <box>6 199 115 223</box>
commercial-hotel-ad <box>4 30 158 179</box>
ad-body: are what you call excellent reasons. They are well known for reliability and are obtainable from <box>562 1035 690 1065</box>
story-paragraph: Tomatoes don't "do" very well in the open in Stratford. Mr. F. A. Tyrer and the pupils of the Stratford District High School are determined to grow tomatoes this year, and will utilise the school greenhouse for the purpose, the plants being grown in pots and "aired" on calm, sunny days—when they come. <box>424 281 554 359</box>
ad-address: Broadway, Stratford <box>846 451 962 467</box>
rule <box>424 1683 554 1684</box>
issue-date: TUESDAY, SEPTEMBER 24, 1912. <box>941 7 1102 17</box>
masters-groceries-ad <box>560 612 692 841</box>
list-item: TROWELS, 9d, 1/- and 1/3 each. <box>151 1200 259 1210</box>
ad-town: STRATFORD. <box>1054 1203 1108 1214</box>
ad-row <box>700 1204 1108 1215</box>
ad-body: The greatest education and pleasure is THE MOTION PICTURE. <box>166 104 288 123</box>
jackson-land-ad <box>698 30 1110 478</box>
story-paragraph: All persons interested in this movement are requested to attend. <box>424 1824 554 1844</box>
story-heading: PERSONAL ITEMS. <box>312 359 402 370</box>
story-paragraph: Paris enjoyed two exciting man-hunts last month. In the Bois de Vincennes a man amused himself by frightening a number of children who were playing under the trees. <box>424 907 554 956</box>
ward-dunlop-ad <box>698 616 1110 732</box>
listing-body: All in grass, well fenced and subdivided, on good motor road; cottage and up-to-date woolshed, dip and yards. Price £9 10s. Will exchange for dairy farm up to 200 acres. Equity £2200. <box>700 184 1108 206</box>
ad-row <box>4 1561 290 1571</box>
ad-footer: CLOTHES FOR THE BOY. <box>580 309 672 318</box>
ad-heading: COACH AND CARRIAGE <box>23 811 271 836</box>
ad-heading: COMMERCIAL HOTEL, <box>28 37 134 68</box>
ad-body: They didn't know of C. & E. JACKSON—nor of our own Wonderful District. We can offer you variety and value, dairy land and mixed farm land, building sites and house properties, and we invite you to step in to see us. We'll show you round quite FREE of charge or obligation. <box>700 135 1108 168</box>
listing-heading: ONLY £235 FOR 47 ACRES FARM <box>827 559 981 571</box>
cell: Puketo 5 p.m. <box>645 1219 690 1229</box>
column-4 <box>424 30 554 1865</box>
listing-body: 9½ ACRES CHOICE TOWN PROPERTY just outside borough; 6-roomed house, washhouse and dairy; 1½ miles from Post Office. Really good section, and cheap at £600; £100 cash. <box>700 369 1108 391</box>
section-banner <box>424 816 554 863</box>
elders-bakery-ad <box>560 326 692 428</box>
story-paragraph: The Party's chief organiser, Mr. C. P. Lindegren, will be present, and will address the meeting. <box>424 1793 554 1822</box>
ad-left: GOOD STOCKS <box>24 883 105 896</box>
list-item: Flour, per 50lbs, 5/5. <box>568 731 635 741</box>
